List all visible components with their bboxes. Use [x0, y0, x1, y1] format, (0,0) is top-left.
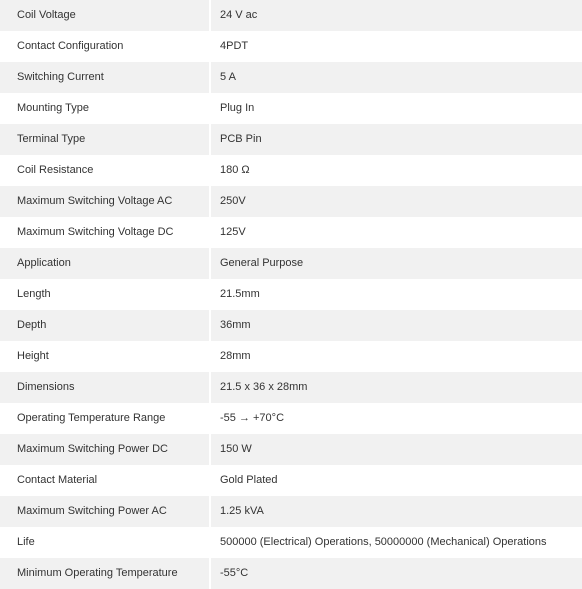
spec-row-dimensions [0, 372, 582, 403]
spec-row-depth [0, 310, 582, 341]
spec-name: Operating Temperature Range [0, 403, 210, 434]
spec-row-contact-configuration [0, 31, 582, 62]
spec-value: 21.5mm [220, 288, 260, 300]
spec-row-length [0, 279, 582, 310]
spec-name: Switching Current [0, 62, 210, 93]
spec-name: Length [0, 279, 210, 310]
spec-value: -55°C [220, 567, 249, 579]
spec-row-life [0, 527, 582, 558]
spec-row-contact-material [0, 465, 582, 496]
spec-row-min-operating-temperature [0, 558, 582, 589]
spec-value: 150 W [220, 443, 252, 455]
spec-value: 250V [220, 195, 246, 207]
spec-name: Contact Material [0, 465, 210, 496]
spec-value: -55 → +70°C [220, 412, 285, 424]
spec-row-coil-voltage [0, 0, 582, 31]
spec-value: 36mm [220, 319, 251, 331]
spec-name: Coil Voltage [0, 0, 210, 31]
spec-row-switching-current [0, 62, 582, 93]
spec-value: 28mm [220, 350, 251, 362]
spec-name: Contact Configuration [0, 31, 210, 62]
spec-value: 4PDT [220, 40, 249, 52]
spec-name: Depth [0, 310, 210, 341]
spec-name: Height [0, 341, 210, 372]
spec-value: 24 V ac [220, 9, 258, 21]
spec-name: Application [0, 248, 210, 279]
spec-name: Maximum Switching Voltage DC [0, 217, 210, 248]
spec-row-max-switching-power-ac [0, 496, 582, 527]
spec-name: Terminal Type [0, 124, 210, 155]
spec-name: Dimensions [0, 372, 210, 403]
spec-row-max-switching-voltage-dc [0, 217, 582, 248]
spec-value: Gold Plated [220, 474, 278, 486]
spec-row-terminal-type [0, 124, 582, 155]
spec-row-max-switching-voltage-ac [0, 186, 582, 217]
spec-value: 180 Ω [220, 164, 250, 176]
spec-name: Maximum Switching Power DC [0, 434, 210, 465]
spec-name: Maximum Switching Voltage AC [0, 186, 210, 217]
spec-name: Minimum Operating Temperature [0, 558, 210, 589]
spec-value: Plug In [220, 102, 255, 114]
spec-row-coil-resistance [0, 155, 582, 186]
spec-name: Maximum Switching Power AC [0, 496, 210, 527]
spec-row-mounting-type [0, 93, 582, 124]
spec-value: 500000 (Electrical) Operations, 50000000 (Mechanical) Operations [220, 536, 547, 548]
spec-name: Life [0, 527, 210, 558]
spec-value: PCB Pin [220, 133, 262, 145]
spec-value: 1.25 kVA [220, 505, 264, 517]
spec-name: Coil Resistance [0, 155, 210, 186]
spec-row-operating-temperature-range [0, 403, 582, 434]
spec-row-max-switching-power-dc [0, 434, 582, 465]
spec-row-height [0, 341, 582, 372]
spec-row-application [0, 248, 582, 279]
spec-value: General Purpose [220, 257, 304, 269]
spec-value: 5 A [220, 71, 236, 83]
spec-value: 125V [220, 226, 246, 238]
spec-value: 21.5 x 36 x 28mm [220, 381, 308, 393]
spec-name: Mounting Type [0, 93, 210, 124]
